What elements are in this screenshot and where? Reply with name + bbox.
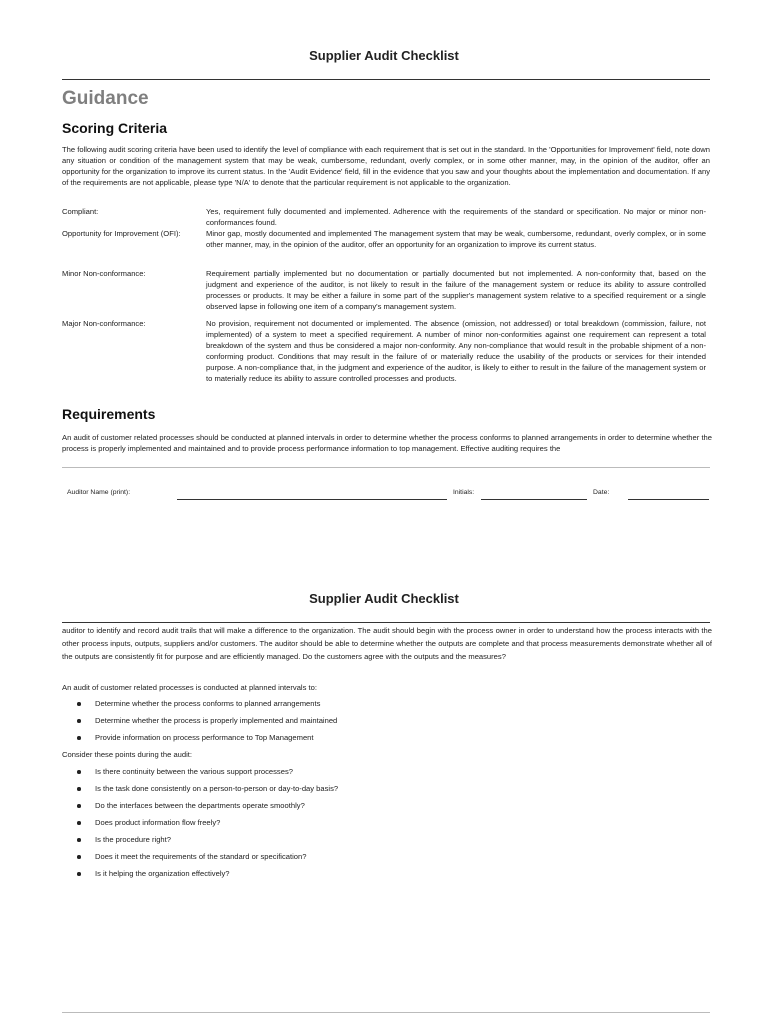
bullet-icon (77, 702, 81, 706)
page2-footer-rule (62, 1012, 710, 1013)
requirements-paragraph: An audit of customer related processes should be conducted at planned intervals in order to determine whether the process conforms to planned arrangements in order to determine whether the process is properly implemented and maintained and to provide process performance information to top management. Effective auditing requires the (62, 433, 712, 453)
criteria-text-major: No provision, requirement not documented or implemented. The absence (omission, not addressed) or total breakdown (commission, failure, not implemented) of a system to meet a specified requirement. A number of minor non-conformities against one requirement can represent a total breakdown of the system and thus be considered a major non-conformity. Any non-compliance that would result in the probable shipment of a non-conforming product. Conditions that may result in the failure of or materially reduce the usability of the products or services for their intended purpose. A non-compliance that, in the judgment and experience of the auditor, is likely to either to result in the failure of the management system or to materially reduce its ability to assure controlled processes and products. (206, 319, 706, 383)
date-label: Date: (593, 489, 610, 496)
list-item: Is the procedure right? (62, 831, 338, 848)
list-item: Do the interfaces between the departments operate smoothly? (62, 797, 338, 814)
page2-header-title: Supplier Audit Checklist (309, 591, 459, 606)
criteria-label-minor: Minor Non-conformance: (62, 269, 146, 278)
criteria-label-major: Major Non-conformance: (62, 319, 146, 328)
scoring-intro-paragraph: The following audit scoring criteria have been used to identify the level of compliance with each requirement that is set out in the standard. In the 'Opportunities for Improvement' field, note down any situation or condition of the management system that may be weak, cumbersome, redundant, overly complex, or in some other manner, may, in the opinion of the auditor, offer an opportunity for the organization to improve its current status. In the 'Audit Evidence' field, fill in the evidence that you saw and your thoughts about the implementation and documentation. If any of the requirements are not applicable, please type 'N/A' to denote that the particular requirement is not applicable to the organization. (62, 145, 710, 187)
page2-header-rule (62, 622, 710, 623)
page-header-title: Supplier Audit Checklist (309, 48, 459, 63)
header-rule (62, 79, 710, 80)
scoring-criteria-heading: Scoring Criteria (62, 120, 168, 136)
consider-intro-text: Consider these points during the audit: (62, 750, 193, 759)
bullet-icon (77, 736, 81, 740)
initials-line[interactable] (481, 499, 587, 500)
criteria-label-compliant: Compliant: (62, 207, 99, 216)
list-item: Provide information on process performance to Top Management (62, 729, 337, 746)
list-item: Is it helping the organization effectively? (62, 865, 338, 882)
list-item: Is there continuity between the various support processes? (62, 763, 338, 780)
bullet-icon (77, 719, 81, 723)
guidance-heading: Guidance (62, 88, 149, 109)
criteria-text-ofi: Minor gap, mostly documented and implemented The management system that may be weak, cumbersome, redundant, overly complex, or in some other manner, may, in the opinion of the auditor, offer an opportunity for an organization to improve its current status. (206, 229, 706, 249)
bullet-icon (77, 804, 81, 808)
date-line[interactable] (628, 499, 709, 500)
bullet-icon (77, 872, 81, 876)
criteria-text-minor: Requirement partially implemented but no documentation or partially documented but not implemented. A non-conformity that, based on the judgment and experience of the auditor, is not likely to result in the failure of the management system or reduce its ability to assure controlled processes or products. It may be either a failure in some part of the supplier's management system relative to a specified requirement or a single observed lapse in following one item of a company's management system. (206, 269, 706, 311)
consider-bullet-list (62, 763, 338, 882)
criteria-label-ofi: Opportunity for Improvement (OFI): (62, 229, 181, 238)
list-item: Does it meet the requirements of the standard or specification? (62, 848, 338, 865)
list-item: Is the task done consistently on a person-to-person or day-to-day basis? (62, 780, 338, 797)
bullet-icon (77, 838, 81, 842)
criteria-text-compliant: Yes, requirement fully documented and implemented. Adherence with the requirements of the standard or specification. No major or minor non-conformances found. (206, 207, 706, 227)
footer-rule (62, 467, 710, 468)
audit-intro-text: An audit of customer related processes is conducted at planned intervals to: (62, 683, 317, 692)
bullet-icon (77, 821, 81, 825)
bullet-icon (77, 787, 81, 791)
auditor-name-line[interactable] (177, 499, 447, 500)
requirements-heading: Requirements (62, 406, 156, 422)
auditor-name-label: Auditor Name (print): (67, 489, 131, 496)
continued-paragraph: auditor to identify and record audit trails that will make a difference to the organization. The audit should begin with the process owner in order to understand how the process interacts with the other process inputs, outputs, suppliers and/or customers. The auditor should be able to determine whether the outputs are complete and that process measurements demonstrate whether all of the outputs are consistently fit for purpose and are efficiently managed. Do the customers agree with the outputs and the measures? (62, 626, 712, 661)
initials-label: Initials: (453, 489, 475, 496)
list-item: Determine whether the process is properly implemented and maintained (62, 712, 337, 729)
bullet-icon (77, 770, 81, 774)
list-item: Does product information flow freely? (62, 814, 338, 831)
bullet-icon (77, 855, 81, 859)
list-item: Determine whether the process conforms to planned arrangements (62, 695, 337, 712)
audit-bullet-list (62, 695, 337, 746)
signature-row (0, 487, 768, 503)
